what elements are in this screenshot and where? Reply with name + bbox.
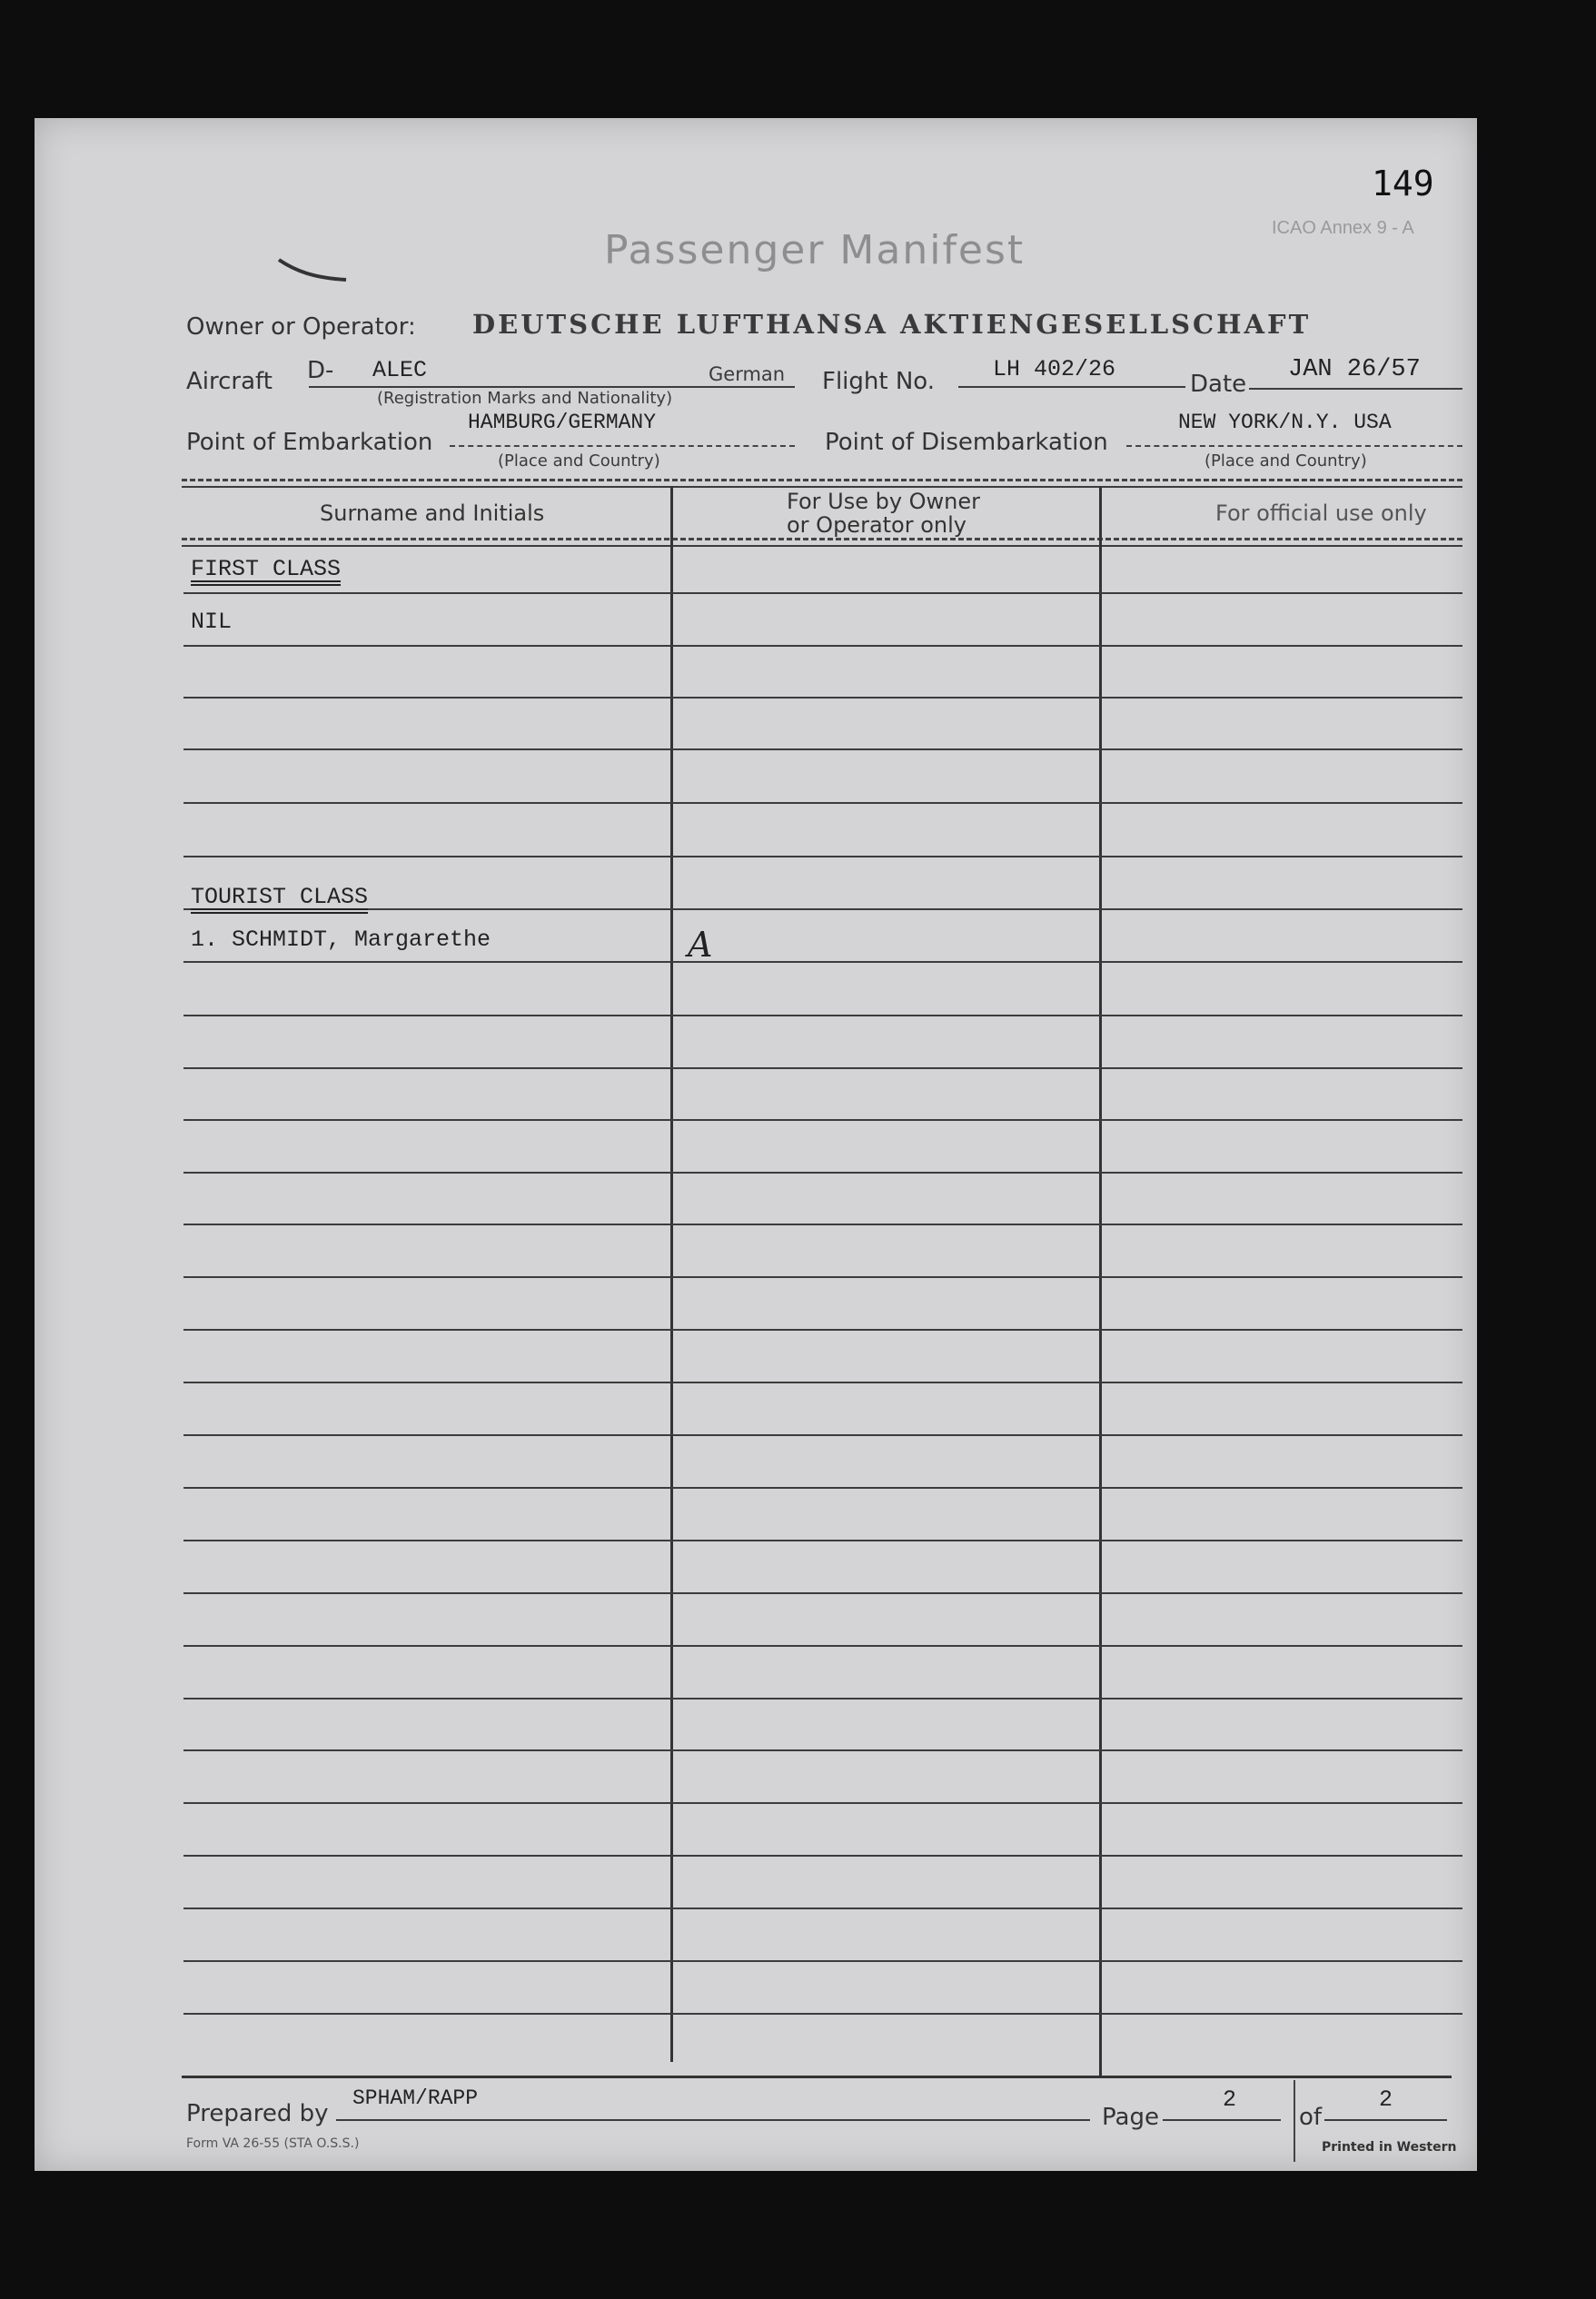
form-title: Passenger Manifest [604,227,1026,273]
row-rule [183,1855,1462,1857]
tourist-passenger-entry: 1. SCHMIDT, Margarethe [191,927,491,953]
disembarkation-rule [1126,445,1462,447]
row-rule [183,1487,1462,1489]
row-rule [183,1119,1462,1121]
owner-label: Owner or Operator: [186,313,416,341]
page-label: Page [1102,2104,1159,2131]
page-rule [1163,2119,1281,2121]
printed-note: Printed in Western [1322,2140,1457,2155]
header-top-rule-2 [182,486,1462,488]
column-header-official: For official use only [1215,500,1427,526]
row-rule [183,908,1462,910]
footer-divider [1294,2080,1295,2162]
prepared-by-value: SPHAM/RAPP [352,2086,479,2110]
disembarkation-label: Point of Disembarkation [825,429,1108,456]
column-header-operator-line1: For Use by Owner [787,489,981,514]
row-rule [183,802,1462,804]
row-rule [183,2013,1462,2015]
row-rule [183,856,1462,857]
date-rule [1249,388,1462,390]
row-rule [183,645,1462,647]
row-rule [183,1960,1462,1962]
embarkation-value: HAMBURG/GERMANY [468,411,657,434]
row-rule [183,1172,1462,1174]
date-label: Date [1190,371,1247,398]
row-rule [183,1224,1462,1225]
embarkation-caption: (Place and Country) [498,451,660,471]
pen-mark [277,254,350,286]
aircraft-nationality: German [709,363,786,385]
footer-top-rule [182,2076,1452,2078]
row-rule [183,1434,1462,1436]
embarkation-rule [450,445,795,447]
column-divider-2 [1099,486,1102,2076]
aircraft-rule [309,386,795,388]
row-rule [183,961,1462,963]
page-number: 149 [1372,164,1434,203]
flight-label: Flight No. [822,368,936,395]
row-rule [183,1908,1462,1909]
row-rule [183,1015,1462,1016]
embarkation-label: Point of Embarkation [186,429,433,456]
row-rule [183,1645,1462,1647]
row-rule [183,748,1462,750]
aircraft-prefix: D- [307,357,334,384]
handwritten-mark: A [688,925,713,965]
disembarkation-caption: (Place and Country) [1204,451,1367,471]
page-value: 2 [1223,2086,1237,2113]
row-rule [183,697,1462,699]
row-rule [183,1698,1462,1699]
first-class-heading: FIRST CLASS [191,556,342,582]
aircraft-registration: ALEC [372,357,428,383]
of-rule [1324,2119,1447,2121]
annex-reference: ICAO Annex 9 - A [1272,218,1414,238]
row-rule [183,1276,1462,1278]
date-value: JAN 26/57 [1288,356,1421,383]
column-divider-1 [670,486,673,2062]
first-class-entry: NIL [191,609,233,635]
header-top-rule [182,479,1462,481]
tourist-class-heading: TOURIST CLASS [191,884,369,910]
of-label: of [1299,2104,1323,2131]
form-reference: Form VA 26-55 (STA O.S.S.) [186,2136,360,2151]
flight-value: LH 402/26 [993,356,1116,382]
column-header-surname: Surname and Initials [320,500,545,526]
flight-rule [958,386,1185,388]
owner-value: DEUTSCHE LUFTHANSA AKTIENGESELLSCHAFT [472,309,1312,340]
column-header-operator-line2: or Operator only [787,512,967,538]
aircraft-caption: (Registration Marks and Nationality) [377,389,673,408]
row-rule [183,592,1462,594]
disembarkation-value: NEW YORK/N.Y. USA [1178,411,1392,434]
row-rule [183,1540,1462,1541]
row-rule [183,1382,1462,1383]
prepared-by-label: Prepared by [186,2100,329,2127]
header-bottom-rule [182,538,1462,540]
row-rule [183,1592,1462,1594]
header-bottom-rule-2 [182,545,1462,547]
row-rule [183,1329,1462,1331]
of-value: 2 [1379,2086,1393,2113]
row-rule [183,1749,1462,1751]
row-rule [183,1067,1462,1069]
row-rule [183,1802,1462,1804]
prepared-by-rule [336,2119,1090,2121]
aircraft-label: Aircraft [186,368,273,395]
